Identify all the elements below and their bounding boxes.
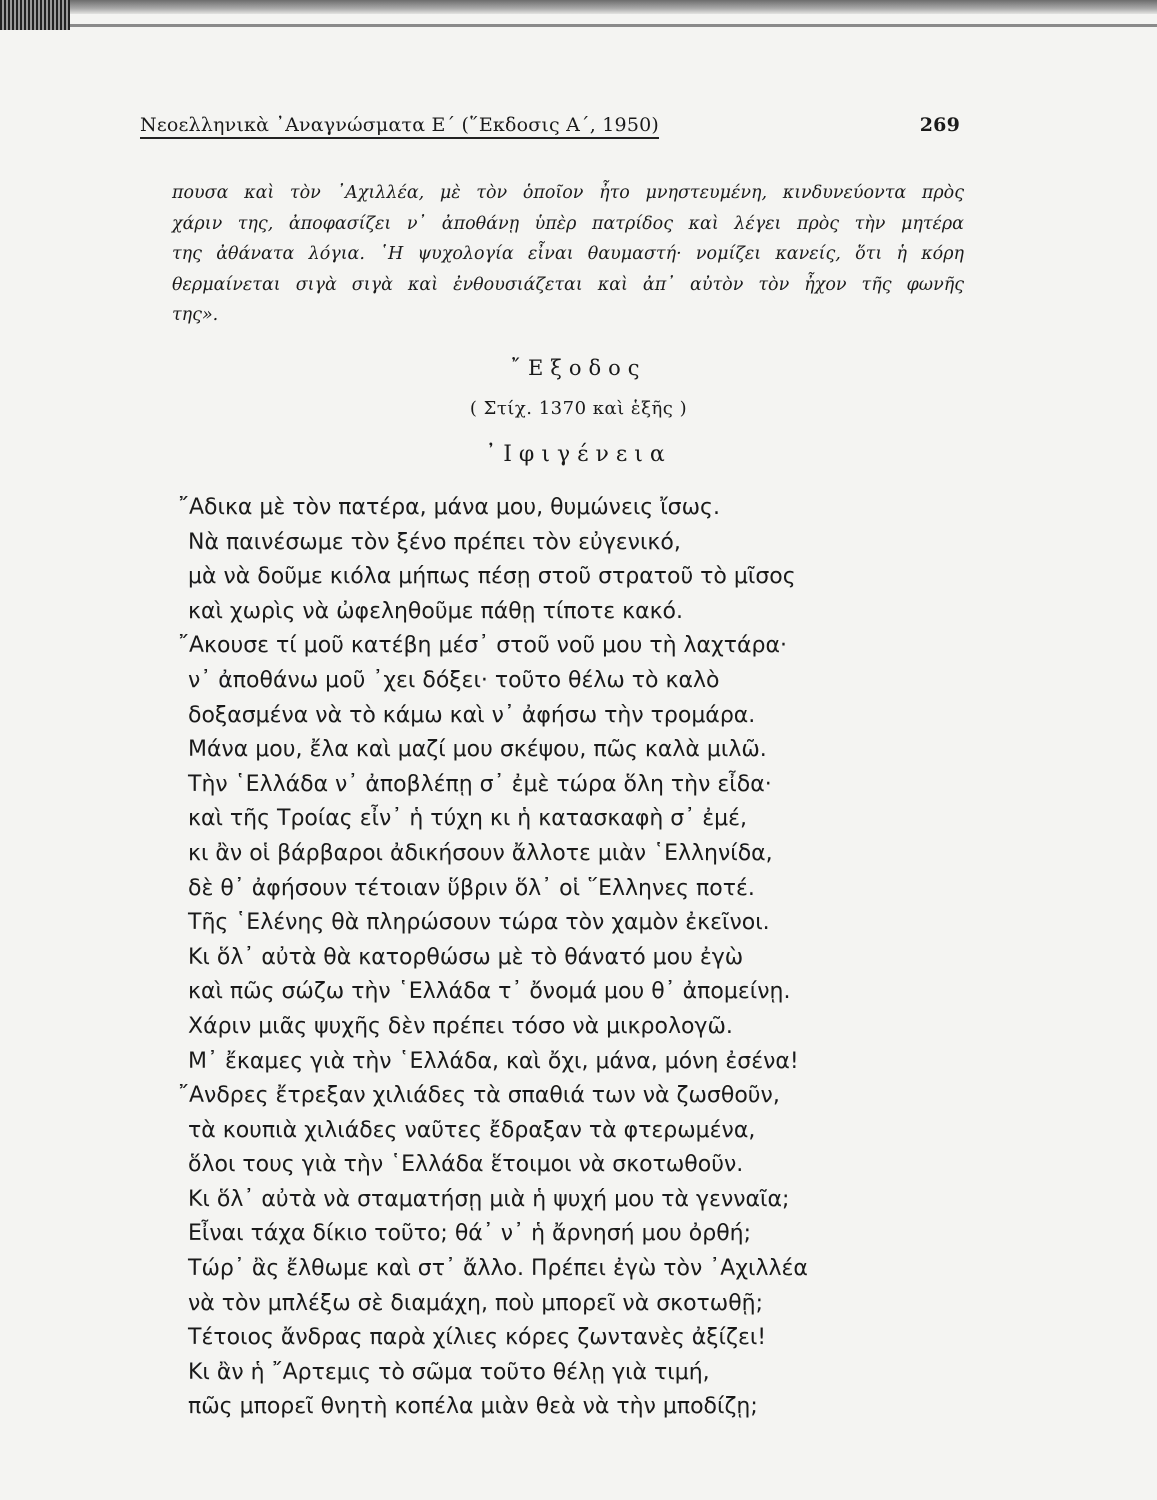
verse-line: Κι ὅλ᾿ αὐτὰ θὰ κατορθώσω μὲ τὸ θάνατό μου ἐγὼ	[188, 944, 744, 970]
verse-line: Νὰ παινέσωμε τὸν ξένο πρέπει τὸν εὐγενικό,	[188, 529, 681, 555]
verse-line: πῶς μπορεῖ θνητὴ κοπέλα μιὰν θεὰ νὰ τὴν μποδίζῃ;	[188, 1394, 758, 1420]
scan-edge-shadow	[0, 0, 1157, 14]
section-title: ῎Εξοδος	[510, 356, 647, 380]
verse-line: καὶ τῆς Τροίας εἶν᾿ ἡ τύχη κι ἡ κατασκαφὴ σ᾿ ἐμέ,	[188, 806, 748, 832]
verse-line: ῎Αδικα μὲ τὸν πατέρα, μάνα μου, θυμώνεις ἴσως.	[178, 495, 720, 520]
verse-line: ῎Ακουσε τί μοῦ κατέβη μέσ᾿ στοῦ νοῦ μου τὴ λαχτάρα·	[178, 633, 787, 659]
verse-line: Τὴν ῾Ελλάδα ν᾿ ἀποβλέπῃ σ᾿ ἐμὲ τώρα ὅλη τὴν εἶδα·	[188, 771, 772, 797]
running-header	[140, 114, 960, 139]
prose-line: χάριν της, ἀποφασίζει ν᾿ ἀποθάνῃ ὑπὲρ πατρίδος καὶ λέγει πρὸς τὴν μητέρα	[172, 213, 964, 234]
verse-line: Τώρ᾿ ἂς ἔλθωμε καὶ στ᾿ ἄλλο. Πρέπει ἐγὼ τὸν ᾿Αχιλλέα	[188, 1256, 808, 1282]
scan-binding-strip	[0, 0, 70, 30]
verse-line: ῎Ανδρες ἔτρεξαν χιλιάδες τὰ σπαθιά των νὰ ζωσθοῦν,	[178, 1083, 780, 1109]
verse-line: μὰ νὰ δοῦμε κιόλα μήπως πέσῃ στοῦ στρατοῦ τὸ μῖσος	[188, 564, 796, 590]
prose-line: πουσα καὶ τὸν ᾿Αχιλλέα, μὲ τὸν ὁποῖον ἦτο μνηστευμένη, κινδυνεύοντα πρὸς	[172, 183, 964, 203]
verse-line: ὅλοι τους γιὰ τὴν ῾Ελλάδα ἕτοιμοι νὰ σκοτωθοῦν.	[188, 1152, 744, 1178]
verse-line: τὰ κουπιὰ χιλιάδες ναῦτες ἔδραξαν τὰ φτερωμένα,	[188, 1117, 756, 1143]
verse-line: Χάριν μιᾶς ψυχῆς δὲν πρέπει τόσο νὰ μικρολογῶ.	[188, 1013, 733, 1039]
prose-line: της».	[172, 305, 219, 325]
verse-line: κι ἂν οἱ βάρβαροι ἀδικήσουν ἄλλοτε μιὰν ῾Ελληνίδα,	[188, 840, 773, 866]
verse-line: Εἶναι τάχα δίκιο τοῦτο; θά᾿ ν᾿ ἡ ἄρνησή μου ὀρθή;	[188, 1221, 752, 1247]
speaker-name: ᾿Ιφιγένεια	[485, 442, 672, 467]
page-number: 269	[919, 114, 960, 136]
verse-line: δοξασμένα νὰ τὸ κάμω καὶ ν᾿ ἀφήσω τὴν τρομάρα.	[188, 702, 756, 728]
verse-line: Τῆς ῾Ελένης θὰ πληρώσουν τώρα τὸν χαμὸν ἐκεῖνοι.	[188, 910, 770, 936]
verse-block	[178, 491, 998, 1425]
scan-top-rule	[70, 24, 1157, 27]
verse-line: Τέτοιος ἄνδρας παρὰ χίλιες κόρες ζωντανὲς ἀξίζει!	[188, 1325, 767, 1351]
verse-line: νὰ τὸν μπλέξω σὲ διαμάχη, ποὺ μπορεῖ νὰ σκοτωθῇ;	[188, 1290, 764, 1316]
header-title: Νεοελληνικὰ ᾿Αναγνώσματα Ε΄ (῞Εκδοσις Α΄, 1950)	[140, 114, 659, 139]
verse-line: καὶ χωρὶς νὰ ὠφεληθοῦμε πάθῃ τίποτε κακό.	[188, 598, 684, 624]
lines-reference: ( Στίχ. 1370 καὶ ἑξῆς )	[469, 398, 688, 419]
verse-line: Μ᾿ ἔκαμες γιὰ τὴν ῾Ελλάδα, καὶ ὄχι, μάνα, μόνη ἐσένα!	[188, 1048, 799, 1074]
verse-line: Κι ὅλ᾿ αὐτὰ νὰ σταματήσῃ μιὰ ἡ ψυχή μου τὰ γενναῖα;	[188, 1186, 790, 1212]
prose-line: θερμαίνεται σιγὰ σιγὰ καὶ ἐνθουσιάζεται καὶ ἀπ᾿ αὐτὸν τὸν ἦχον τῆς φωνῆς	[172, 274, 964, 295]
prose-line: της ἀθάνατα λόγια. ῾Η ψυχολογία εἶναι θαυμαστή· νομίζει κανείς, ὅτι ἡ κόρη	[172, 244, 964, 264]
intro-prose	[172, 178, 964, 331]
verse-line: ν᾿ ἀποθάνω μοῦ ᾿χει δόξει· τοῦτο θέλω τὸ καλὸ	[188, 667, 720, 693]
verse-line: Μάνα μου, ἔλα καὶ μαζί μου σκέψου, πῶς καλὰ μιλῶ.	[188, 737, 767, 763]
verse-line: δὲ θ᾿ ἀφήσουν τέτοιαν ὕβριν ὅλ᾿ οἱ ῞Ελληνες ποτέ.	[188, 875, 755, 901]
verse-line: καὶ πῶς σώζω τὴν ῾Ελλάδα τ᾿ ὄνομά μου θ᾿ ἀπομείνῃ.	[188, 979, 791, 1005]
verse-line: Κι ἂν ἡ ῎Αρτεμις τὸ σῶμα τοῦτο θέλῃ γιὰ τιμή,	[188, 1359, 710, 1385]
